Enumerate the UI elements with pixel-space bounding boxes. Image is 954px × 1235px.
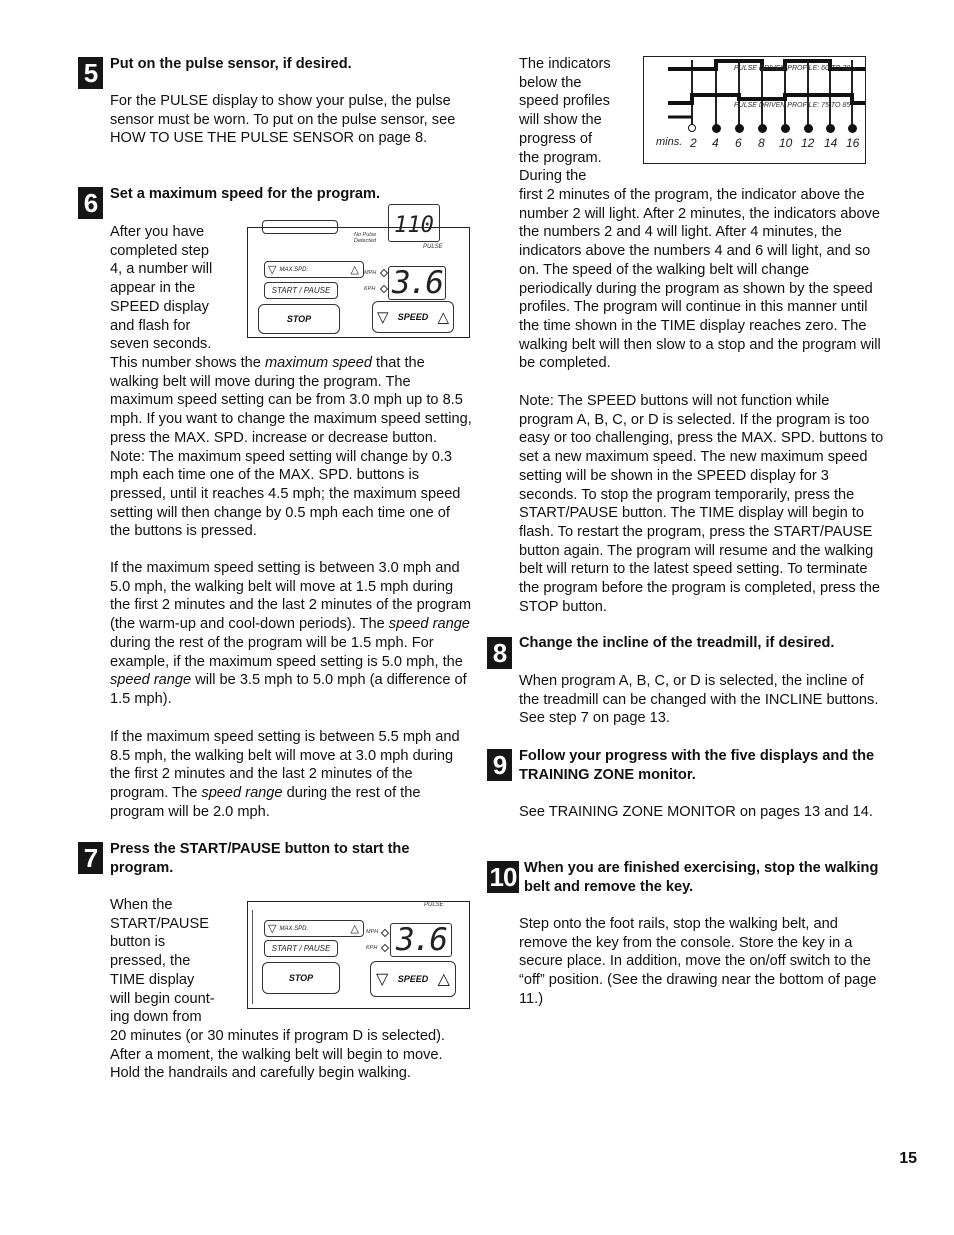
step-7-intro-line: TIME display [110,971,195,988]
minute-label: 2 [690,136,697,150]
max-speed-label: MAX.SPD. [279,925,309,932]
indicators-intro [519,55,639,186]
step-6-badge: 6 [78,187,103,219]
decrease-arrow-icon: ▽ [377,309,389,326]
step-6-intro-line: appear in the [110,280,196,297]
indicator [758,124,767,133]
increase-arrow-icon: △ [350,264,359,276]
step-8-badge: 8 [487,637,512,669]
console-figure-max-speed: 110 No Pulse Detected PULSE ▽ MAX.SPD. △ START / PAUSE MPH KPH 3.6 STOP ▽ SPEED △ [247,227,470,338]
minute-label: 12 [801,136,815,150]
step-9-body: See TRAINING ZONE MONITOR on pages 13 and 14. [519,804,873,820]
speed-button[interactable] [370,961,456,997]
stop-button[interactable] [262,962,340,994]
step-6-intro-line: seven seconds. [110,336,212,353]
indicators-intro-line: will show the [519,112,602,129]
indicators-intro-line: speed profiles [519,93,610,110]
term-speed-range: speed range [110,672,192,689]
step-7-intro-line: When the [110,897,173,913]
indicators-intro-line: The indicators [519,56,611,72]
step-5-heading: Put on the pulse sensor, if desired. [110,56,352,72]
indicators-intro-line: the program. [519,149,602,166]
indicators-body: first 2 minutes of the program, the indicator above the number 2 will light. After 2 minutes, the indicators above the numbers 2 and 4 will light. After 4 minutes, the indicators above the numbers 4 and 6 will light, and so on. The speed of the walking belt will change periodically during the program as shown by the speed profiles. The program will continue in this manner until the time shown in the TIME display reaches zero. The walking belt will then slow to a stop and the program will be completed. [519,187,881,372]
step-7-intro-line: button is [110,934,166,951]
speed-display: 3.6 [390,923,452,957]
indicator [848,124,857,133]
start-pause-button[interactable] [264,940,338,957]
speed-profile-figure [643,56,866,164]
start-pause-label: START / PAUSE [271,286,331,295]
term-speed-range: speed range [388,616,470,633]
speed-label: SPEED [397,312,429,322]
step-7-badge: 7 [78,842,103,874]
step-7-intro-line: will begin count- [110,990,215,1007]
start-pause-button[interactable] [264,282,338,299]
step-6-intro-line: 4, a number will [110,261,213,278]
indicators-intro-line: progress of [519,130,593,147]
profile-label-top: PULSE DRIVEN PROFILE: 60 TO 70 [734,65,851,72]
decrease-arrow-icon: ▽ [268,264,277,276]
step-9-heading: Follow your progress with the five displays and the TRAINING ZONE monitor. [519,748,875,783]
step-6-intro [110,223,245,354]
speed-display: 3.6 [388,266,446,300]
step-7-body: 20 minutes (or 30 minutes if program D is selected). After a moment, the walking belt will begin to move. Hold the handrails and carefully begin walking. [110,1028,445,1082]
indicator [735,124,744,133]
step-7-intro [110,896,245,1027]
mins-label: mins. [656,136,683,148]
step-6-paragraph-2: If the maximum speed setting is between 3.0 mph and 5.0 mph, the walking belt will move at 1.5 mph during the first 2 minutes and the last 2 minutes of the program (the warm-up and cool-down periods). The speed range during the rest of the program will be 1.5 mph. For example, if the maximum speed setting is 5.0 mph, the speed range will be 3.5 mph to 5.0 mph (a difference of 1.5 mph). [110,560,471,707]
indicator [804,124,813,133]
step-7-intro-line: ing down from [110,1009,202,1026]
pulse-label: PULSE [424,902,444,908]
step-10-heading: When you are finished exercising, stop the walking belt and remove the key. [524,860,879,895]
pulse-label: PULSE [423,244,443,250]
start-pause-label: START / PAUSE [271,944,331,953]
step-6-intro-line: completed step [110,242,209,259]
console-figure-start [247,901,470,1009]
step-7-intro-line: START/PAUSE [110,915,209,932]
minute-label: 6 [735,136,742,150]
kph-label: KPH [364,286,376,292]
indicators-intro-line: below the [519,74,582,91]
decrease-arrow-icon: ▽ [268,923,277,935]
increase-arrow-icon: △ [350,923,359,935]
speed-button[interactable] [372,301,454,333]
indicator-lit [688,124,696,132]
step-7-intro-line: pressed, the [110,953,191,970]
kph-label: KPH [366,945,378,951]
step-5-badge: 5 [78,57,103,89]
step-7-heading: Press the START/PAUSE button to start the program. [110,841,410,876]
step-6-paragraph-1: This number shows the maximum speed that the walking belt will move during the program. The maximum speed setting can be from 3.0 mph up to 8.5 mph. If you want to change the maximum speed setting, press the MAX. SPD. increase or decrease button. Note: The maximum speed setting will change by 0.3 mph each time one of the MAX. SPD. buttons is pressed, until it reaches 4.5 mph; the maximum speed setting will then change by 0.5 mph each time one of the buttons is pressed. [110,355,472,540]
stop-button[interactable] [258,304,340,334]
step-10-body: Step onto the foot rails, stop the walking belt, and remove the key from the console. Store the key in a secure place. In addition, move the on/off switch to the “off” position. (See the drawing near the bottom of page 11.) [519,916,877,1007]
mph-label: MPH [366,929,379,935]
step-8-body: When program A, B, C, or D is selected, the incline of the treadmill can be changed with the INCLINE buttons. See step 7 on page 13. [519,673,879,727]
indicator [781,124,790,133]
indicator [826,124,835,133]
minute-label: 14 [824,136,838,150]
speed-buttons-note: Note: The SPEED buttons will not function while program A, B, C, or D is selected. If the program is too easy or too challenging, press the MAX. SPD. buttons to set a new maximum speed. The new maximum speed setting will be shown in the SPEED display for 3 seconds. To stop the program temporarily, press the START/PAUSE button. The TIME display will begin to flash. To restart the program, press the START/PAUSE button again. The program will resume and the walking belt will return to the latest speed setting. To terminate the program before the program is completed, press the STOP button. [519,393,884,615]
step-6-intro-line: After you have [110,224,205,240]
indicators-intro-line: During the [519,168,587,185]
term-maximum-speed: maximum speed [264,355,372,371]
step-6-intro-line: and flash for [110,317,191,334]
minute-label: 10 [779,136,793,150]
step-6-paragraph-3: If the maximum speed setting is between 5.5 mph and 8.5 mph, the walking belt will move at 3.0 mph during the first 2 minutes and the last 2 minutes of the program. The speed range during the rest of the program will be 2.0 mph. [110,729,460,820]
decrease-arrow-icon: ▽ [376,971,389,988]
minute-label: 16 [846,136,860,150]
minute-label: 8 [758,136,765,150]
increase-arrow-icon: △ [437,971,450,988]
step-8-heading: Change the incline of the treadmill, if desired. [519,635,835,651]
max-speed-label: MAX.SPD. [279,266,309,273]
profile-label-bottom: PULSE DRIVEN PROFILE: 75 TO 85 [734,102,851,109]
step-6-heading: Set a maximum speed for the program. [110,186,381,202]
indicator [712,124,721,133]
speed-label: SPEED [397,974,429,984]
max-speed-button[interactable] [264,920,364,937]
step-5-body: For the PULSE display to show your pulse, the pulse sensor must be worn. To put on the pulse sensor, see HOW TO USE THE PULSE SENSOR on page 8. [110,93,456,147]
minute-label: 4 [712,136,719,150]
step-10-badge: 10 [487,861,519,893]
stop-label: STOP [286,314,312,324]
no-pulse-label: No Pulse Detected [354,232,377,244]
term-speed-range: speed range [201,785,283,802]
step-6-intro-line: SPEED display [110,298,209,315]
mph-label: MPH [364,270,377,276]
increase-arrow-icon: △ [437,309,449,326]
step-9-badge: 9 [487,749,512,781]
page-number: 15 [899,1150,917,1167]
max-speed-button[interactable] [264,261,364,278]
stop-label: STOP [288,973,314,983]
